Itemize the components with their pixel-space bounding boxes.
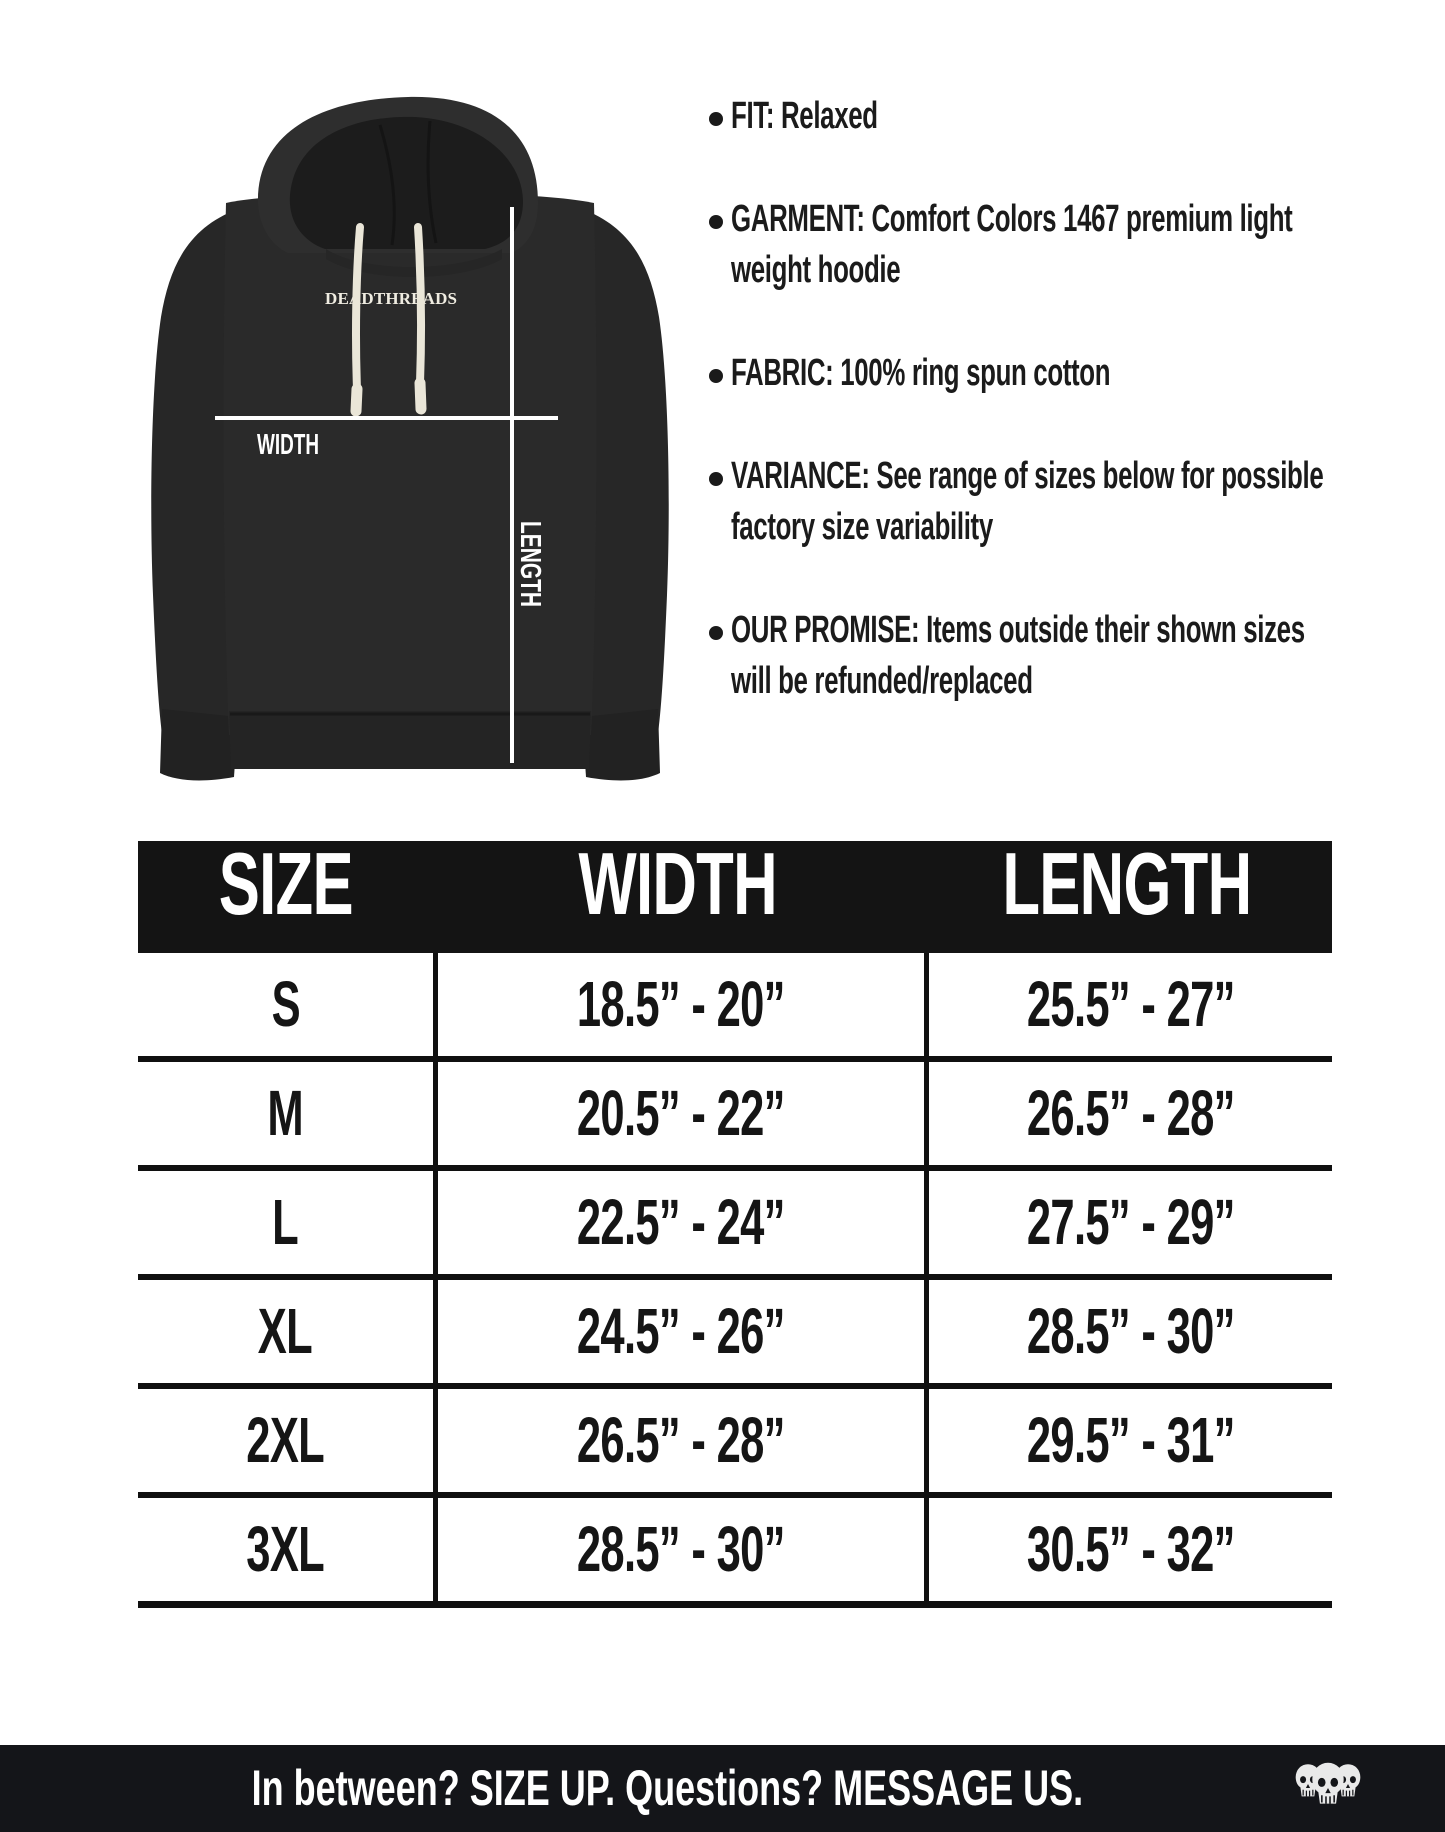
list-item (700, 91, 1440, 142)
bullet-line: will be refunded/replaced (731, 660, 1033, 702)
bullet-dot (709, 215, 723, 229)
hoodie-product-image (130, 75, 690, 795)
bullet-line: VARIANCE: See range of sizes below for possible (731, 455, 1324, 497)
hoodie-brand-text: DEADTHREADS (325, 289, 457, 308)
cell-width: 18.5” - 20” (433, 953, 924, 1056)
length-measure-label: LENGTH (514, 521, 546, 641)
bullet-dot (709, 369, 723, 383)
cell-length: 25.5” - 27” (924, 953, 1332, 1056)
cell-width: 26.5” - 28” (433, 1389, 924, 1492)
cell-size: M (267, 1077, 304, 1149)
list-item (700, 194, 1440, 296)
bullet-line: FABRIC: 100% ring spun cotton (731, 352, 1111, 394)
cell-size: XL (258, 1295, 313, 1367)
cell-width: 28.5” - 30” (433, 1498, 924, 1601)
size-table-header (138, 834, 1332, 953)
table-row (138, 1389, 1332, 1498)
bullet-text (731, 605, 1305, 707)
list-item (700, 348, 1440, 399)
cell-size: L (272, 1186, 299, 1258)
bullet-line: factory size variability (731, 506, 993, 548)
list-item (700, 451, 1440, 553)
cell-length: 29.5” - 31” (924, 1389, 1332, 1492)
hoodie-right-cuff (582, 709, 660, 780)
header-cell-length: LENGTH (1002, 834, 1252, 933)
table-row (138, 1498, 1332, 1608)
bullet-line: OUR PROMISE: Items outside their shown sizes (731, 609, 1305, 651)
size-table (138, 834, 1332, 1608)
bullet-dot (709, 472, 723, 486)
table-row (138, 1062, 1332, 1171)
bullet-dot (709, 112, 723, 126)
cell-width: 22.5” - 24” (433, 1171, 924, 1274)
footer-message (0, 1745, 1335, 1832)
hoodie-left-cuff (160, 709, 238, 780)
cell-size: 2XL (246, 1404, 325, 1476)
list-item (700, 605, 1440, 707)
product-details-list (700, 91, 1440, 759)
bullet-text (731, 194, 1292, 296)
bullet-dot (709, 626, 723, 640)
footer-bar (0, 1745, 1445, 1832)
bullet-line: FIT: Relaxed (731, 95, 878, 137)
cell-size: S (271, 968, 300, 1040)
table-row (138, 1171, 1332, 1280)
cell-width: 24.5” - 26” (433, 1280, 924, 1383)
hoodie-hem-band (229, 711, 591, 769)
width-measure-label: WIDTH (257, 429, 319, 461)
header-cell-size: SIZE (218, 834, 354, 933)
cell-width: 20.5” - 22” (433, 1062, 924, 1165)
skulls-logo-icon (1291, 1757, 1365, 1819)
bullet-text (731, 451, 1323, 553)
bullet-line: GARMENT: Comfort Colors 1467 premium light (731, 198, 1293, 240)
table-row (138, 953, 1332, 1062)
cell-size: 3XL (246, 1513, 325, 1585)
cell-length: 30.5” - 32” (924, 1498, 1332, 1601)
bullet-line: weight hoodie (731, 249, 901, 291)
cell-length: 26.5” - 28” (924, 1062, 1332, 1165)
bullet-text (731, 348, 1213, 399)
cell-length: 28.5” - 30” (924, 1280, 1332, 1383)
bullet-text (731, 91, 1213, 142)
header-cell-width: WIDTH (578, 834, 778, 933)
cell-length: 27.5” - 29” (924, 1171, 1332, 1274)
footer-text: In between? SIZE UP. Questions? MESSAGE US. (251, 1760, 1084, 1816)
table-row (138, 1280, 1332, 1389)
